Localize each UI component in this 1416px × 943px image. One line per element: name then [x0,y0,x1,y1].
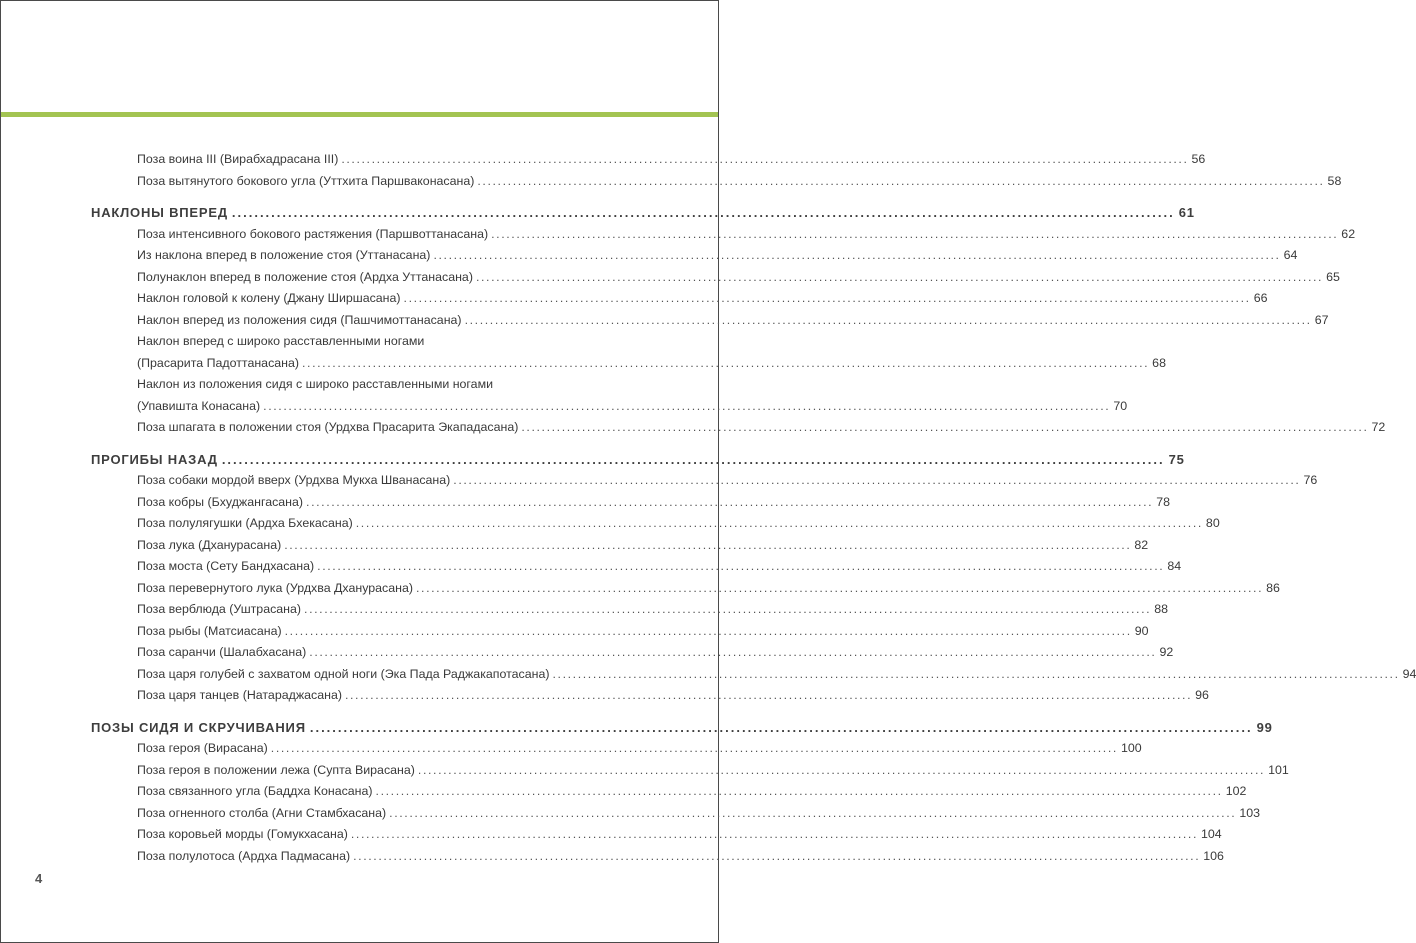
toc-entry-title: Поза верблюда (Уштрасана) [137,602,302,616]
toc-entry-title: Поза лука (Дханурасана) [137,537,282,552]
toc-entry-title: Наклон вперед из положения сидя (Пашчимоттанасана) [137,312,462,327]
toc-entry[interactable] [91,470,1318,492]
dot-leader [351,824,1198,846]
dot-leader [309,642,1156,664]
toc-section-heading[interactable] [91,449,1185,471]
toc-entry[interactable] [91,738,1142,760]
toc-entry[interactable] [91,685,1209,707]
dot-leader [477,171,1324,193]
toc-page-number: 96 [1195,688,1209,702]
toc-page-number: 94 [1402,666,1416,681]
toc-page-number: 92 [1159,645,1174,659]
toc-entry-title: (Прасарита Падоттанасана) [137,355,300,370]
toc-entry[interactable] [91,846,1224,868]
toc-entry-title: Наклон головой к колену (Джану Ширшасана) [137,291,401,305]
dot-leader [232,202,1175,224]
dot-leader [389,803,1236,825]
toc-page-number: 64 [1283,248,1298,262]
header-accent-bar [1,112,718,117]
toc-entry-title: Наклон вперед с широко расставленными ногами [137,334,425,348]
toc-entry-title: Поза полулягушки (Ардха Бхекасана) [137,516,353,530]
dot-leader [552,664,1399,686]
toc-entry[interactable] [91,353,1166,375]
toc-entry[interactable] [91,824,1222,846]
toc-entry-title: (Упавишта Конасана) [137,398,261,413]
section-title: НАКЛОНЫ ВПЕРЕД [91,205,228,220]
toc-entry[interactable] [91,171,1342,193]
dot-leader [476,267,1323,289]
toc-entry-title: Поза коровьей морды (Гомукхасана) [137,827,348,841]
dot-leader [353,846,1200,868]
toc-entry[interactable] [91,642,1174,664]
section-page-number: 99 [1256,719,1273,735]
toc-page-number: 58 [1327,173,1342,188]
dot-leader [284,535,1131,557]
dot-leader [376,781,1223,803]
toc-entry-title: Поза вытянутого бокового угла (Уттхита Паршваконасана) [137,173,475,188]
toc-entry[interactable] [91,245,1298,267]
toc-entry-title: Поза моста (Сету Бандхасана) [137,559,315,573]
dot-leader [345,685,1192,707]
page-number: 4 [35,871,43,886]
toc-page-number: 88 [1154,602,1168,616]
dot-leader [302,353,1149,375]
toc-entry[interactable] [91,556,1182,578]
toc-entry[interactable] [91,513,1220,535]
toc-entry[interactable] [91,310,1329,332]
toc-entry-title: Поза рыбы (Матсиасана) [137,623,282,638]
toc-page-number: 70 [1113,398,1128,413]
dot-leader [433,245,1280,267]
toc-entry-title: Поза царя голубей с захватом одной ноги (Эка Пада Раджакапотасана) [137,666,550,681]
toc-entry[interactable] [91,803,1260,825]
toc-entry-line [91,374,607,396]
toc-entry[interactable] [91,578,1280,600]
toc-page-number: 86 [1266,580,1280,595]
dot-leader [521,417,1368,439]
dot-leader [310,717,1253,739]
dot-leader [263,396,1110,418]
toc-entry[interactable] [91,621,1149,643]
toc-page-number: 104 [1201,827,1222,841]
toc-entry[interactable] [91,492,1170,514]
toc-entry[interactable] [91,781,1247,803]
dot-leader [416,578,1263,600]
dot-leader [404,288,1251,310]
toc-entry-title: Поза связанного угла (Баддха Конасана) [137,784,373,798]
table-of-contents [91,149,1416,867]
toc-entry[interactable] [91,664,1416,686]
toc-page-number: 101 [1268,762,1289,777]
dot-leader [306,492,1153,514]
toc-entry-title: Полунаклон вперед в положение стоя (Ардха Уттанасана) [137,269,473,284]
toc-entry-title: Поза перевернутого лука (Урдхва Дханурасана) [137,580,413,595]
dot-leader [271,738,1118,760]
toc-page-number: 62 [1341,226,1356,241]
dot-leader [304,599,1151,621]
toc-page-number: 82 [1134,537,1149,552]
toc-page-number: 78 [1156,494,1170,509]
dot-leader [491,224,1338,246]
toc-entry[interactable] [91,149,1206,171]
dot-leader [285,621,1132,643]
toc-entry-title: Поза огненного столба (Агни Стамбхасана) [137,805,387,820]
toc-entry[interactable] [91,224,1356,246]
toc-page-number: 76 [1303,473,1318,487]
section-page-number: 61 [1178,205,1195,220]
toc-entry-title: Поза героя в положении лежа (Супта Вирасана) [137,762,415,777]
toc-entry-title: Поза собаки мордой вверх (Урдхва Мукха Шванасана) [137,473,451,487]
dot-leader [465,310,1312,332]
toc-entry[interactable] [91,267,1340,289]
dot-leader [222,449,1165,471]
dot-leader [453,470,1300,492]
toc-page-number: 100 [1120,741,1142,755]
toc-entry-title: Поза воина III (Вирабхадрасана III) [137,152,339,166]
section-title: ПРОГИБЫ НАЗАД [91,451,218,467]
toc-entry-title: Поза интенсивного бокового растяжения (Паршвоттанасана) [137,226,489,241]
toc-entry[interactable] [91,599,1168,621]
toc-entry-title: Наклон из положения сидя с широко расставленными ногами [137,377,494,391]
toc-section-heading[interactable] [91,202,1195,224]
toc-entry[interactable] [91,288,1268,310]
section-title: ПОЗЫ СИДЯ И СКРУЧИВАНИЯ [91,719,306,735]
dot-leader [418,760,1265,782]
toc-page-number: 106 [1203,848,1224,863]
toc-entry-title: Поза кобры (Бхуджангасана) [137,494,304,509]
toc-page-number: 102 [1225,784,1247,798]
toc-page-number: 68 [1152,355,1166,370]
toc-section-heading[interactable] [91,717,1273,739]
toc-entry[interactable] [91,417,1386,439]
toc-entry[interactable] [91,535,1149,557]
toc-entry-title: Из наклона вперед в положение стоя (Уттанасана) [137,248,431,262]
toc-page-number: 90 [1134,623,1149,638]
toc-page-number: 84 [1167,559,1182,573]
toc-entry[interactable] [91,396,1128,418]
toc-entry-line [91,331,607,353]
toc-entry[interactable] [91,760,1289,782]
toc-page-number: 72 [1371,420,1386,434]
toc-page-number: 66 [1253,291,1268,305]
toc-entry-title: Поза полулотоса (Ардха Падмасана) [137,848,351,863]
toc-entry-title: Поза саранчи (Шалабхасана) [137,645,307,659]
toc-page-number: 67 [1314,312,1329,327]
section-page-number: 75 [1168,451,1185,467]
dot-leader [356,513,1203,535]
dot-leader [341,149,1188,171]
toc-page-number: 65 [1326,269,1340,284]
toc-entry-title: Поза шпагата в положении стоя (Урдхва Прасарита Экападасана) [137,420,519,434]
toc-page-number: 56 [1191,152,1206,166]
toc-page-number: 80 [1205,516,1220,530]
toc-entry-title: Поза царя танцев (Натараджасана) [137,688,342,702]
toc-entry-title: Поза героя (Вирасана) [137,741,268,755]
dot-leader [317,556,1164,578]
toc-page-number: 103 [1239,805,1260,820]
